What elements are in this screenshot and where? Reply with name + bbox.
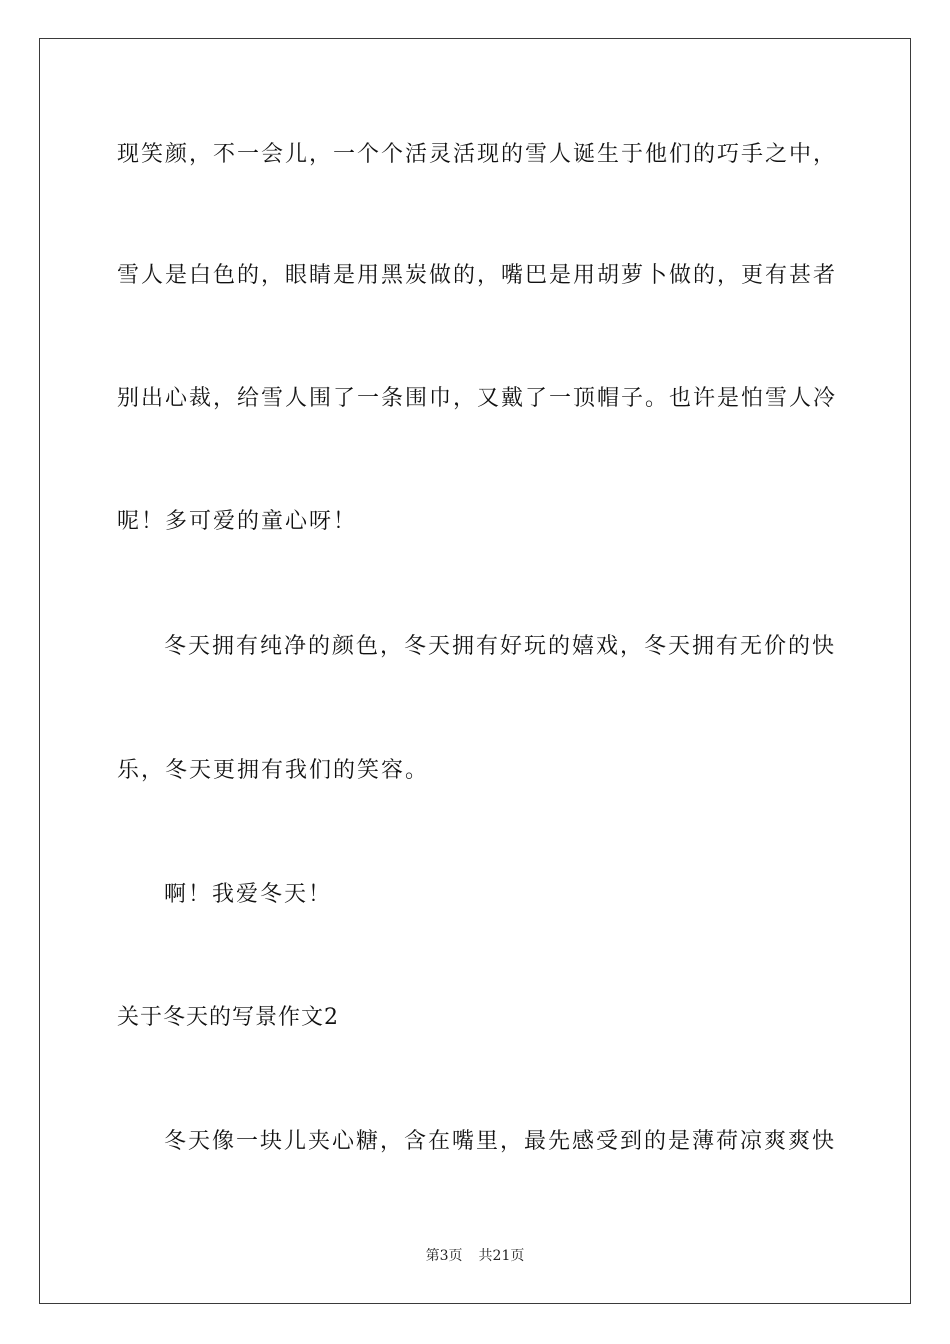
text-line-7: 啊！我爱冬天！	[164, 882, 333, 907]
text-line-3: 别出心裁，给雪人围了一条围巾，又戴了一顶帽子。也许是怕雪人冷	[117, 386, 838, 411]
page-total: 共21页	[478, 1248, 525, 1264]
page-number: 第3页	[425, 1248, 463, 1264]
section-heading: 关于冬天的写景作文2	[117, 1005, 339, 1030]
text-line-1: 现笑颜，不一会儿，一个个活灵活现的雪人诞生于他们的巧手之中，	[117, 142, 838, 167]
page-footer	[0, 1247, 950, 1265]
text-line-5: 冬天拥有纯净的颜色，冬天拥有好玩的嬉戏，冬天拥有无价的快	[164, 634, 837, 659]
text-line-2: 雪人是白色的，眼睛是用黑炭做的，嘴巴是用胡萝卜做的，更有甚者	[117, 263, 838, 288]
text-line-4: 呢！多可爱的童心呀！	[117, 509, 358, 534]
text-line-6: 乐，冬天更拥有我们的笑容。	[117, 758, 430, 783]
page-border	[39, 38, 911, 1304]
text-line-9: 冬天像一块儿夹心糖，含在嘴里，最先感受到的是薄荷凉爽爽快	[164, 1129, 837, 1154]
